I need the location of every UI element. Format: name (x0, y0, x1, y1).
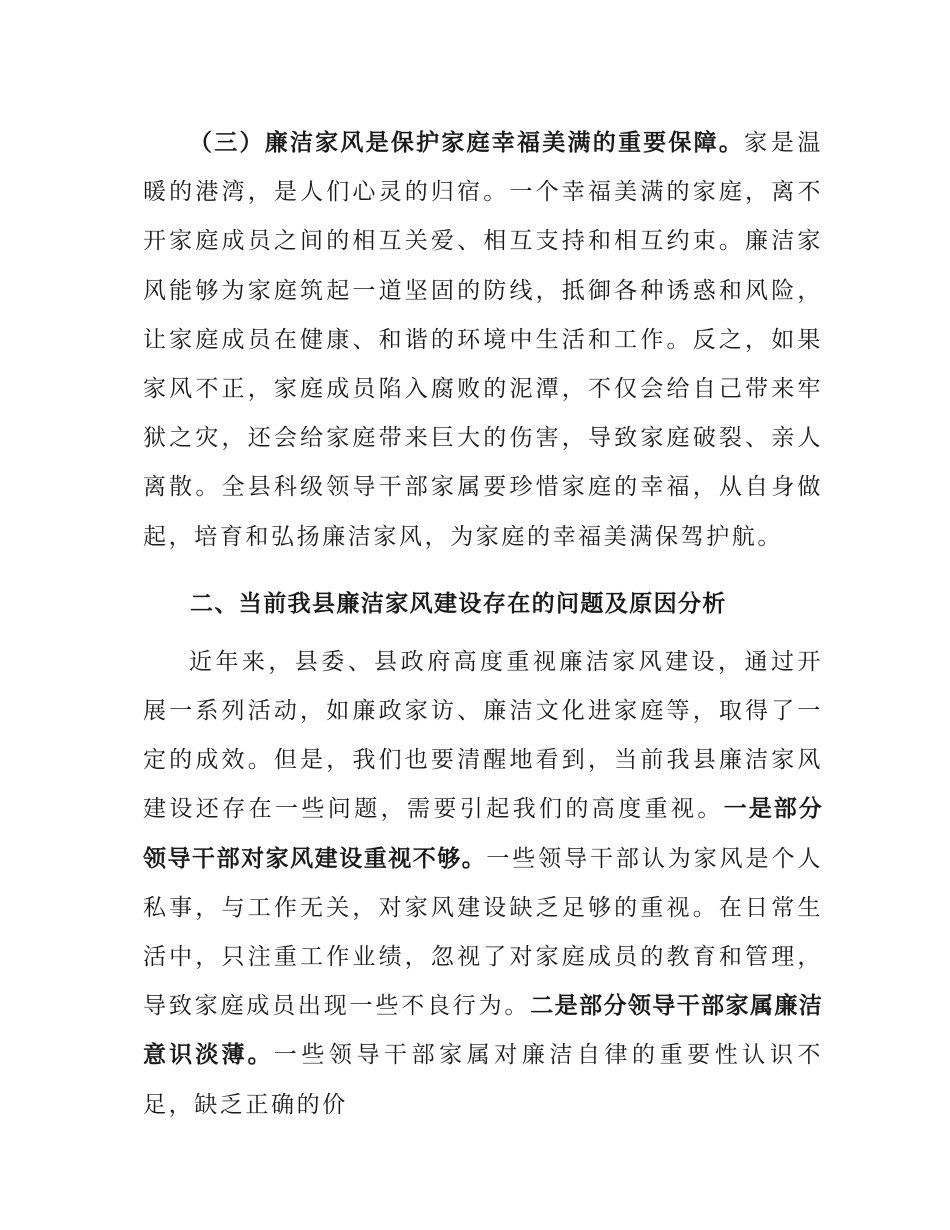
point-one-lead-bold: 一是部分领导干部对家风建设重视不够。 (143, 796, 823, 872)
paragraph-problems (143, 638, 823, 1130)
paragraph-family-happiness (143, 119, 823, 562)
paragraph-text: 家是温暖的港湾，是人们心灵的归宿。一个幸福美满的家庭，离不开家庭成员之间的相互关爱、相互支持和相互约束。廉洁家风能够为家庭筑起一道坚固的防线，抵御各种诱惑和风险，让家庭成员在健康、和谐的环境中生活和工作。反之，如果家风不正，家庭成员陷入腐败的泥潭，不仅会给自己带来牢狱之灾，还会给家庭带来巨大的伤害，导致家庭破裂、亲人离散。全县科级领导干部家属要珍惜家庭的幸福，从自身做起，培育和弘扬廉洁家风，为家庭的幸福美满保驾护航。 (143, 130, 823, 550)
point-two-lead-bold: 二是部分领导干部家属廉洁意识淡薄。 (143, 993, 824, 1069)
point-two-text: 一些领导干部家属对廉洁自律的重要性认识不足，缺乏正确的价 (143, 1042, 824, 1118)
section-gap (143, 562, 823, 572)
document-body (143, 119, 823, 1130)
paragraph-intro-text: 近年来，县委、县政府高度重视廉洁家风建设，通过开展一系列活动，如廉政家访、廉洁文化进家庭等，取得了一定的成效。但是，我们也要清醒地看到，当前我县廉洁家风建设还存在一些问题，需要引起我们的高度重视。 (143, 648, 823, 823)
paragraph-lead-bold: （三）廉洁家风是保护家庭幸福美满的重要保障。 (189, 130, 745, 156)
point-one-text: 一些领导干部认为家风是个人私事，与工作无关，对家风建设缺乏足够的重视。在日常生活中，只注重工作业绩，忽视了对家庭成员的教育和管理，导致家庭成员出现一些不良行为。 (143, 845, 823, 1020)
section-heading: 二、当前我县廉洁家风建设存在的问题及原因分析 (190, 590, 727, 617)
